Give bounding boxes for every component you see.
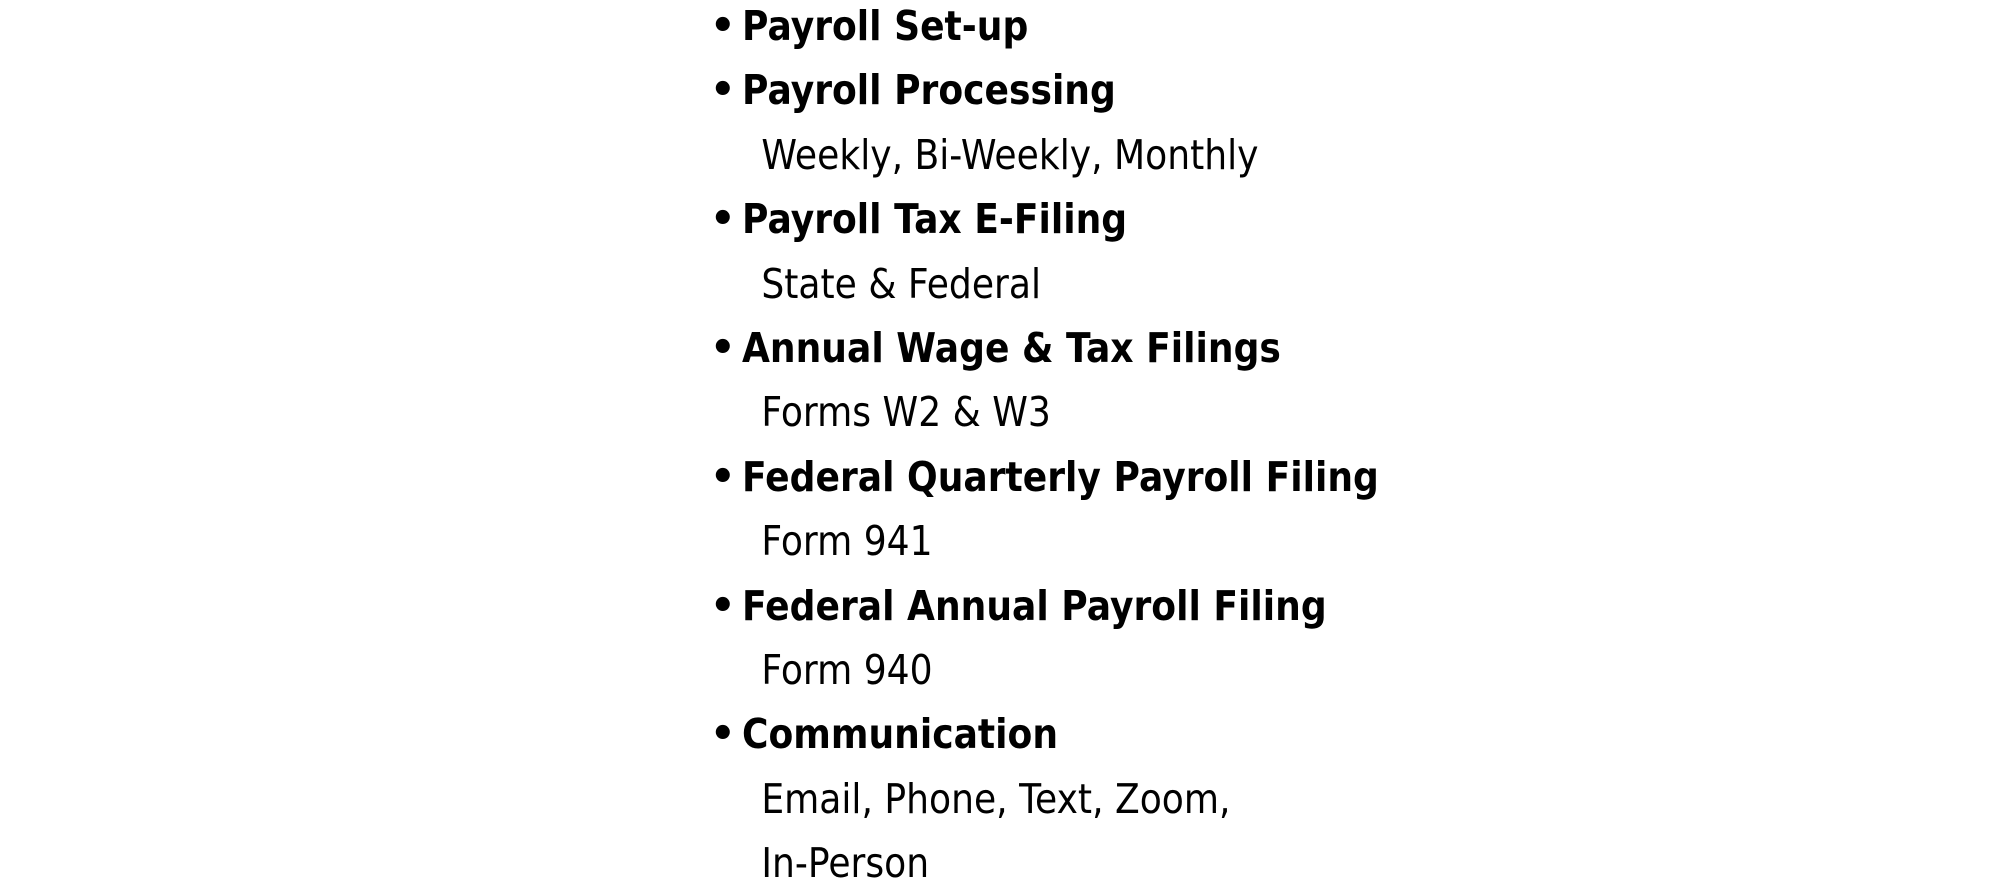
services-list [710,0,1466,896]
service-item-federal-quarterly-filing [710,445,1466,574]
service-item-annual-wage-tax-filings [710,316,1466,445]
service-detail: State & Federal [761,259,1041,308]
service-detail: Weekly, Bi-Weekly, Monthly [761,130,1259,179]
bullet-icon: • [710,711,736,758]
service-detail: In-Person [761,839,930,888]
bullet-icon: • [710,453,736,500]
service-item-payroll-setup [710,0,1466,58]
service-item-payroll-processing [710,58,1466,187]
service-title: Federal Annual Payroll Filing [742,581,1327,630]
service-title: Payroll Processing [742,66,1116,115]
bullet-icon: • [710,3,736,49]
bullet-icon: • [710,325,736,372]
service-detail: Email, Phone, Text, Zoom, [761,774,1231,823]
service-detail: Forms W2 & W3 [761,388,1051,437]
service-title: Payroll Tax E-Filing [742,195,1128,244]
service-title: Communication [742,710,1059,759]
bullet-icon: • [710,582,736,629]
service-item-payroll-tax-efiling [710,187,1466,316]
bullet-icon: • [710,196,736,243]
service-item-federal-annual-filing [710,574,1466,703]
service-detail: Form 941 [761,517,933,566]
service-detail: Form 940 [761,646,933,695]
service-item-communication [710,702,1466,895]
service-title: Federal Quarterly Payroll Filing [742,452,1379,501]
service-title: Annual Wage & Tax Filings [742,324,1281,373]
bullet-icon: • [710,67,736,114]
service-title: Payroll Set-up [742,2,1029,50]
